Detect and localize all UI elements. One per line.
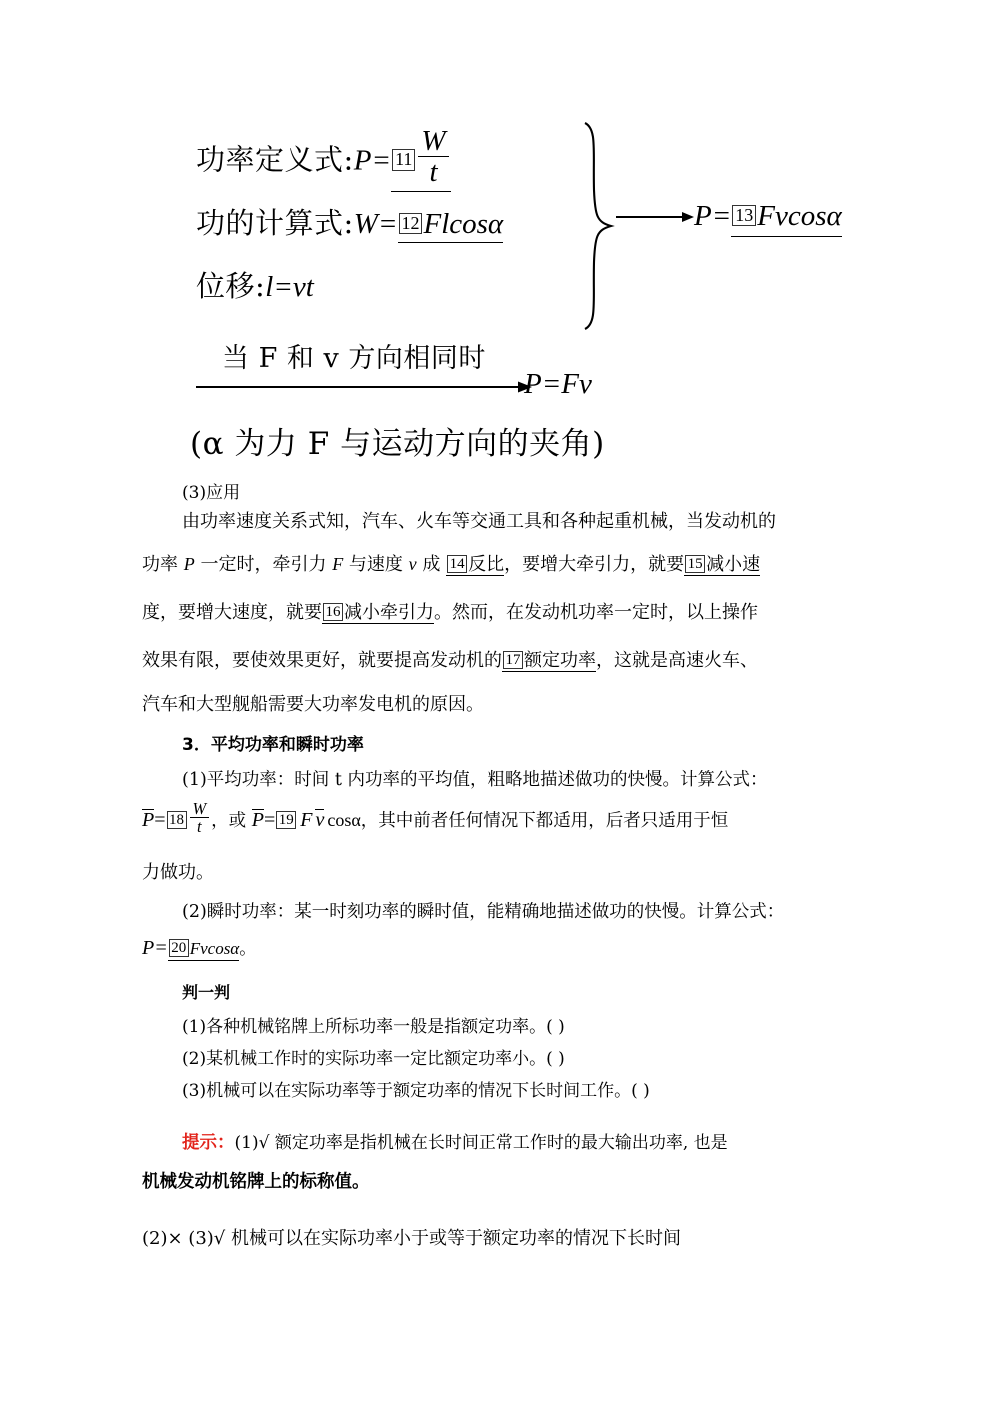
formula-displacement <box>196 269 314 303</box>
fraction-numerator: W <box>421 125 446 157</box>
avg-v-symbol: v <box>315 809 325 831</box>
blank-14-answer: 14 反比 <box>446 557 504 576</box>
hint-label: 提示： <box>182 1133 235 1153</box>
blank-number-18: 18 <box>167 811 187 829</box>
blank-number-20: 20 <box>169 939 189 957</box>
blank-number-17: 17 <box>503 651 523 669</box>
blank-number-16: 16 <box>323 603 343 621</box>
section3-item1-text: (1)平均功率：时间 t 内功率的平均值，粗略地描述做功的快慢。计算公式： <box>182 770 768 790</box>
heading-application: (3)应用 <box>182 483 241 503</box>
formula-combined-result <box>694 200 842 237</box>
application-line-4: 效果有限，要使效果更好，就要提高发动机的 17 额定功率，这就是高速火车、 <box>142 650 758 671</box>
alpha-definition-note: (α 为力 F 与运动方向的夹角) <box>190 426 605 462</box>
instant-P-lhs: P= <box>142 937 168 959</box>
blank-number-11: 11 <box>392 149 415 170</box>
force-symbol-F: F <box>300 809 313 831</box>
application-line-2: 功率 P 一定时，牵引力 F 与速度 v 成 14 反比，要增大牵引力，就要 15 减小速 <box>142 554 761 575</box>
blank-20-answer: 20 Fvcosα <box>168 937 240 961</box>
application-line-5: 汽车和大型舰船需要大功率发电机的原因。 <box>142 694 484 715</box>
formula-label-work-calculation: 功的计算式: <box>196 206 354 240</box>
judge-item-3: (3)机械可以在实际功率等于额定功率的情况下长时间工作。( ) <box>182 1081 650 1101</box>
formula-power-definition <box>196 126 451 192</box>
hint-line-2: 机械发动机铭牌上的标称值。 <box>142 1172 370 1192</box>
long-arrow-right-icon <box>196 380 532 394</box>
hint-line-1: 提示：(1)√ 额定功率是指机械在长时间正常工作时的最大输出功率, 也是 <box>182 1133 728 1153</box>
blank-number-12: 12 <box>399 213 423 234</box>
fraction-numerator-avg: W <box>192 799 207 818</box>
formula-label-displacement: 位移: <box>196 269 266 303</box>
blank-17-answer: 17 额定功率 <box>502 653 596 672</box>
fraction-denominator-avg: t <box>190 817 210 835</box>
condition-label: 当 F 和 v 方向相同时 <box>222 343 486 374</box>
section3-item1-tail: 力做功。 <box>142 862 214 883</box>
condition-arrow-group <box>196 336 896 406</box>
formula-lhs-W: W= <box>353 208 398 240</box>
judge-item-1: (1)各种机械铭牌上所标功率一般是指额定功率。( ) <box>182 1017 565 1037</box>
blank-number-13: 13 <box>732 205 756 226</box>
blank-number-19: 19 <box>276 811 296 829</box>
heading-section-3: 3．平均功率和瞬时功率 <box>182 735 364 755</box>
equals-sign-1: = <box>154 809 166 831</box>
application-line-1: 由功率速度关系式知，汽车、火车等交通工具和各种起重机械，当发动机的 <box>182 511 776 532</box>
formula-expression-displacement: l=vt <box>265 271 314 303</box>
arrow-right-icon <box>616 210 694 224</box>
blank-number-14: 14 <box>447 555 467 573</box>
formula-answer-13: Fvcosα <box>757 200 842 232</box>
hint-line-3: (2)× (3)√ 机械可以在实际功率小于或等于额定功率的情况下长时间 <box>142 1228 681 1249</box>
section3-item2-formula: P= 20 Fvcosα。 <box>142 937 257 959</box>
formula-label-power-definition: 功率定义式: <box>196 142 354 177</box>
blank-16-answer: 16 减小牵引力 <box>322 605 434 624</box>
fraction-denominator: t <box>418 156 448 187</box>
blank-13-answer <box>731 200 841 237</box>
section3-item1-formula: P= 18 $\frac{W}{t}$ ，或 P= 19 F v cosα，其中前者任何情况下都适用，后者只适用于恒 <box>142 799 729 837</box>
fraction-W-over-t-avg <box>190 800 210 835</box>
formula-lhs-P: P= <box>353 144 392 177</box>
result-lhs-P: P= <box>694 200 732 232</box>
avg-P-symbol-2: P <box>251 809 264 831</box>
equals-sign-2: = <box>263 809 276 831</box>
cos-alpha-1: cosα <box>327 810 361 830</box>
application-line-3: 度，要增大速度，就要 16 减小牵引力。然而，在发动机功率一定时，以上操作 <box>142 602 758 623</box>
section3-item2-text: (2)瞬时功率：某一时刻功率的瞬时值，能精确地描述做功的快慢。计算公式： <box>182 902 785 922</box>
blank-number-15: 15 <box>685 555 705 573</box>
blank-15-answer: 15 减小速 <box>684 557 760 576</box>
blank-12-answer <box>398 210 504 243</box>
power-formula-group <box>196 104 896 344</box>
right-brace-icon <box>581 120 615 332</box>
formula-work-calculation <box>196 206 504 243</box>
avg-P-symbol-1: P <box>142 809 155 831</box>
judge-item-2: (2)某机械工作时的实际功率一定比额定功率小。( ) <box>182 1049 565 1069</box>
blank-11-answer <box>391 126 450 192</box>
condition-result: P=Fv <box>524 368 592 400</box>
heading-judge: 判一判 <box>182 983 231 1002</box>
formula-answer-12: Flcosα <box>423 208 504 240</box>
fraction-W-over-t <box>418 126 448 188</box>
